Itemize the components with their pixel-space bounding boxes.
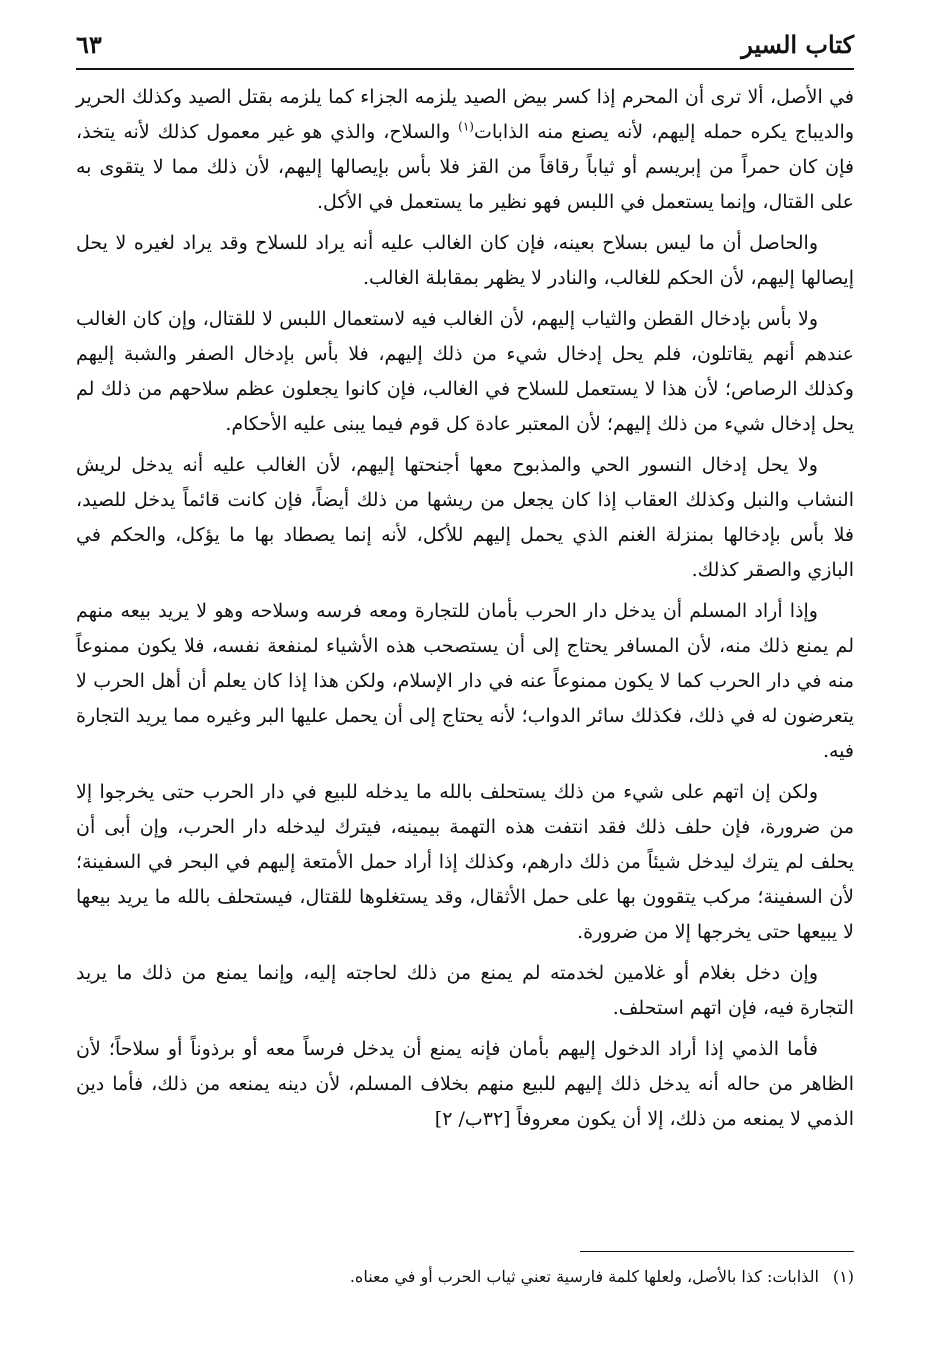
- paragraph-3: ولا بأس بإدخال القطن والثياب إليهم، لأن الغالب فيه لاستعمال اللبس لا للقتال، وإن كان الغالب عندهم أنهم يقاتلون، فلم يحل إدخال شيء من ذلك إليهم، فلا بأس بإدخال الصفر والشبة إليهم وكذلك الرصاص؛ لأن هذا لا يستعمل للسلاح في الغالب، فإن كانوا يجعلون عظم سلاحهم من ذلك لم يحل إدخال شيء من ذلك إليهم؛ لأن المعتبر عادة كل قوم فيما يبنى عليه الأحكام.: [76, 308, 854, 435]
- footnote-text: الذابات: كذا بالأصل، ولعلها كلمة فارسية تعني ثياب الحرب أو في معناه.: [349, 1267, 819, 1286]
- page-header: [76, 30, 854, 70]
- paragraph-5: وإذا أراد المسلم أن يدخل دار الحرب بأمان للتجارة ومعه فرسه وسلاحه وهو لا يريد بيعه منهم لم يمنع ذلك منه، لأن المسافر يحتاج إلى أن يستصحب هذه الأشياء لمنفعة نفسه، فلا يكون ممنوعاً منه في دار الحرب كما لا يكون ممنوعاً عنه في دار الإسلام، ولكن هذا إذا كان يعلم أن أهل الحرب لا يتعرضون له في ذلك، فكذلك سائر الدواب؛ لأنه يحتاج إلى أن يحمل عليها البر وغيره مما يريد التجارة فيه.: [76, 600, 854, 762]
- footnote-marker: (١): [832, 1267, 854, 1286]
- paragraph-4: ولا يحل إدخال النسور الحي والمذبوح معها أجنحتها إليهم، لأن الغالب عليه أنه يدخل لريش النشاب والنبل وكذلك العقاب إذا كان يجعل من ريشها من ذلك أيضاً، فإن كانت قائماً يدخل للصيد، فلا بأس بإدخالها بمنزلة الغنم الذي يحمل إليهم للأكل، لأنه إنما يصطاد بها ما يؤكل، والحكم في البازي والصقر كذلك.: [76, 454, 854, 581]
- footnote-divider: [580, 1251, 854, 1252]
- chapter-title: كتاب السير: [741, 30, 854, 59]
- paragraph-1-text-start: في الأصل، ألا ترى أن المحرم إذا كسر بيض الصيد يلزمه الجزاء كما يلزمه بقتل الصيد وكذلك الحرير والديباج يكره حمله إليهم، لأنه يصنع منه الذابات: [76, 86, 854, 143]
- paragraph-7: وإن دخل بغلام أو غلامين لخدمته لم يمنع من ذلك لحاجته إليه، وإنما يمنع من ذلك ما يريد التجارة فيه، فإن اتهم استحلف.: [76, 962, 854, 1019]
- paragraph-6: ولكن إن اتهم على شيء من ذلك يستحلف بالله ما يدخله للبيع في دار الحرب حتى يخرجوا إلا من ضرورة، فإن حلف ذلك فقد انتفت هذه التهمة بيمينه، فيترك ليدخله دار الحرب، وإن أبى أن يحلف لم يترك ليدخل شيئاً من ذلك دارهم، وكذلك إذا أراد حمل الأمتعة إليهم في البحر في السفينة؛ لأن السفينة؛ مركب يتقوون بها على حمل الأثقال، وقد يستغلوها للقتال، فيستحلف بالله ما يريد بيعها لا يبيعها حتى يخرجها إلا من ضرورة.: [76, 781, 854, 943]
- paragraph-2: والحاصل أن ما ليس بسلاح بعينه، فإن كان الغالب عليه أنه يراد للسلاح وقد يراد لغيره لا يحل إيصالها إليهم، لأن الحكم للغالب، والنادر لا يظهر بمقابلة الغالب.: [76, 232, 854, 289]
- paragraph-1: [76, 80, 854, 220]
- main-text: [76, 80, 854, 1143]
- header-divider: [76, 68, 854, 70]
- footnote-reference: (١): [458, 119, 474, 134]
- page-number: ٦٣: [76, 30, 102, 59]
- paragraph-8: فأما الذمي إذا أراد الدخول إليهم بأمان فإنه يمنع أن يدخل فرساً معه أو برذوناً أو سلاحاً؛ لأن الظاهر من حاله أنه يدخل ذلك إليهم للبيع منهم بخلاف المسلم، لأن دينه يمنعه من ذلك، فأما دين الذمي لا يمنعه من ذلك، إلا أن يكون معروفاً [٣٢ب/ ٢]: [76, 1038, 854, 1130]
- footnote: [120, 1264, 854, 1290]
- paragraph-1-text-end: والسلاح، والذي هو غير معمول كذلك لأنه يتخذ، فإن كان حمراً من إبريسم أو ثياباً رقاقاً من القز فلا بأس بإيصالها إليهم، لأن ذلك مما لا يتقوى به على القتال، وإنما يستعمل في اللبس فهو نظير ما يستعمل في الأكل.: [76, 121, 854, 213]
